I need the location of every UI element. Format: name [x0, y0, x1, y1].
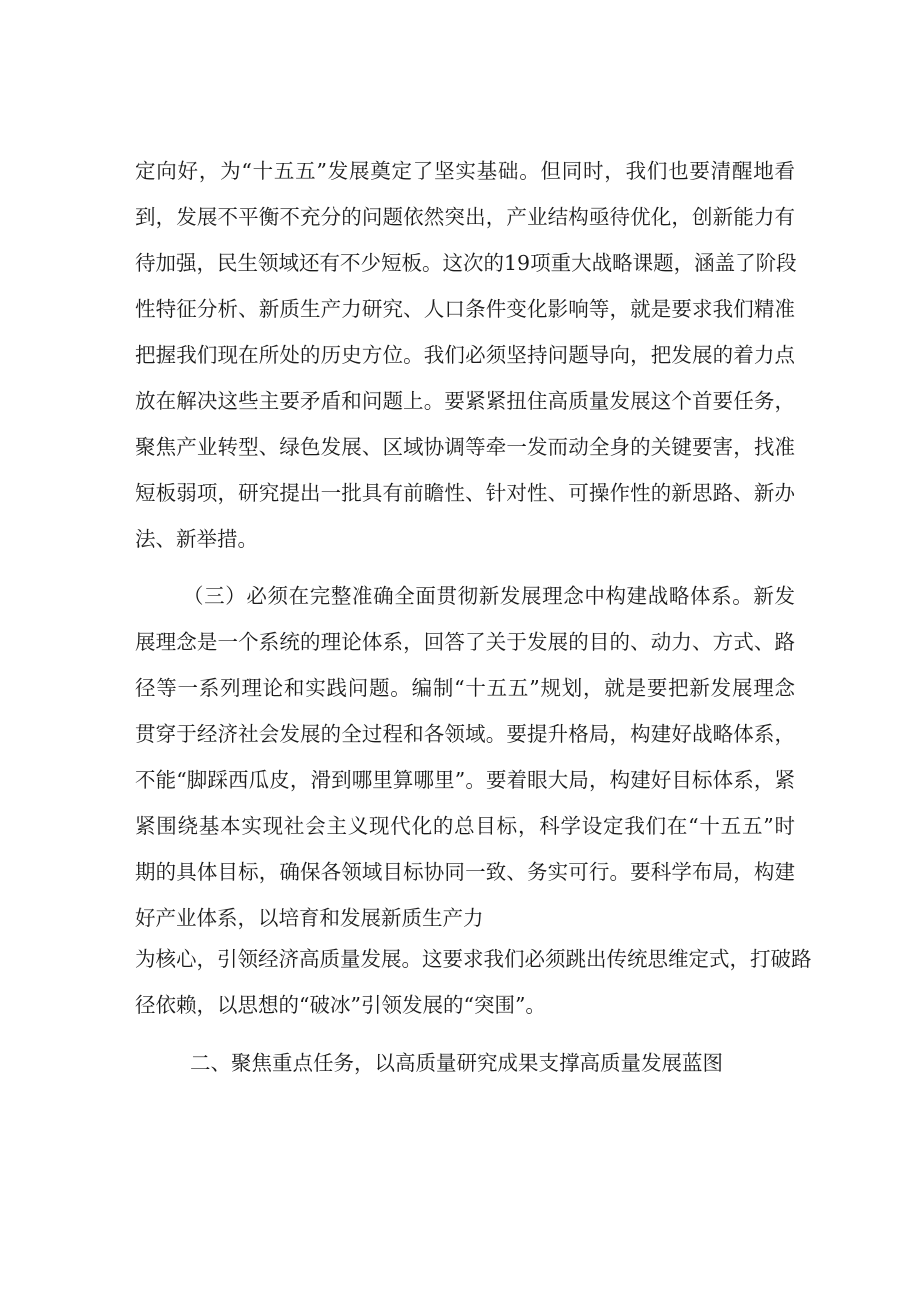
text-line-7: 聚焦产业转型、绿色发展、区域协调等牵一发而动全身的关键要害，找准 [135, 435, 795, 459]
text-line-14: 不能“脚踩西瓜皮，滑到哪里算哪里”。要着眼大局，构建好目标体系，紧 [135, 768, 795, 792]
text-line-4: 性特征分析、新质生产力研究、人口条件变化影响等，就是要求我们精准 [135, 297, 795, 321]
text-line-12: 径等一系列理论和实践问题。编制“十五五”规划，就是要把新发展理念 [135, 676, 795, 700]
text-line-17: 好产业体系，以培育和发展新质生产力 [135, 906, 484, 930]
text-line-6: 放在解决这些主要矛盾和问题上。要紧紧扭住高质量发展这个首要任务， [135, 389, 795, 413]
section-heading-two: 二、聚焦重点任务，以高质量研究成果支撑高质量发展蓝图 [190, 1051, 723, 1075]
text-line-15: 紧围绕基本实现社会主义现代化的总目标，科学设定我们在“十五五”时 [135, 814, 795, 838]
text-line-16: 期的具体目标，确保各领域目标协同一致、务实可行。要科学布局，构建 [135, 860, 795, 884]
text-line-8: 短板弱项，研究提出一批具有前瞻性、针对性、可操作性的新思路、新办 [135, 481, 795, 505]
text-line-1: 定向好，为“十五五”发展奠定了坚实基础。但同时，我们也要清醒地看 [135, 159, 795, 183]
text-line-11: 展理念是一个系统的理论体系，回答了关于发展的目的、动力、方式、路 [135, 630, 795, 654]
text-line-3: 待加强，民生领域还有不少短板。这次的19项重大战略课题，涵盖了阶段 [135, 251, 797, 275]
section-three-first-line: （三）必须在完整准确全面贯彻新发展理念中构建战略体系。新发 [183, 584, 795, 608]
text-line-5: 把握我们现在所处的历史方位。我们必须坚持问题导向，把发展的着力点 [135, 343, 795, 367]
text-line-13: 贯穿于经济社会发展的全过程和各领域。要提升格局，构建好战略体系， [135, 722, 795, 746]
text-line-9: 法、新举措。 [135, 527, 258, 551]
text-line-2: 到，发展不平衡不充分的问题依然突出，产业结构亟待优化，创新能力有 [135, 205, 795, 229]
text-line-19: 径依赖，以思想的“破冰”引领发展的“突围”。 [135, 993, 546, 1017]
text-line-18: 为核心，引领经济高质量发展。这要求我们必须跳出传统思维定式，打破路 [135, 947, 812, 971]
